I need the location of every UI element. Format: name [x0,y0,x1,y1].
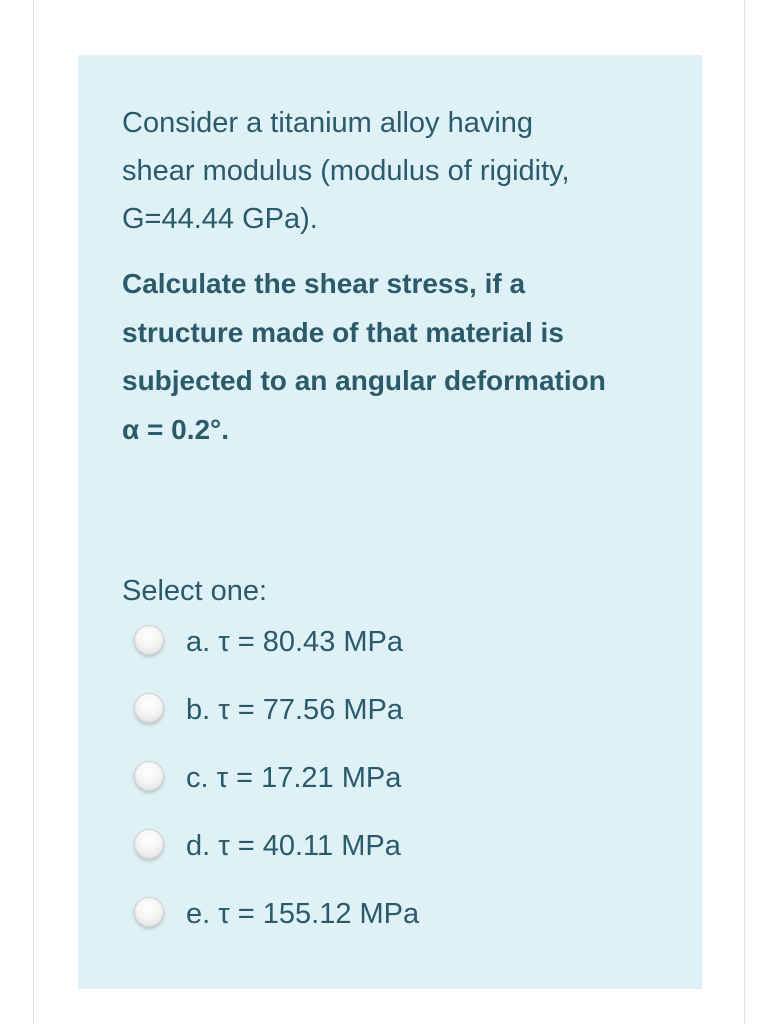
radio-button[interactable] [134,693,164,723]
answer-option-label[interactable]: d. τ = 40.11 MPa [186,830,401,862]
task-line: subjected to an angular deformation [122,365,606,396]
question-intro [122,99,682,243]
intro-line: Consider a titanium alloy having [122,107,534,139]
answer-option-label[interactable]: a. τ = 80.43 MPa [186,626,404,658]
answer-option-c[interactable] [134,761,674,829]
task-line: Calculate the shear stress, if a [122,268,526,299]
radio-button[interactable] [134,761,164,791]
task-line: α = 0.2°. [122,413,230,445]
answer-option-e[interactable] [134,897,674,965]
question-task [122,260,682,454]
answer-option-a[interactable] [134,625,674,693]
select-one-label: Select one: [122,575,268,607]
intro-line: shear modulus (modulus of rigidity, [122,155,570,187]
intro-line: G=44.44 GPa). [122,203,318,235]
answer-option-d[interactable] [134,829,674,897]
answer-option-b[interactable] [134,693,674,761]
answer-option-label[interactable]: b. τ = 77.56 MPa [186,694,404,726]
answer-options [134,625,674,965]
answer-option-label[interactable]: e. τ = 155.12 MPa [186,898,420,930]
task-line: structure made of that material is [122,316,564,348]
radio-button[interactable] [134,897,164,927]
answer-option-label[interactable]: c. τ = 17.21 MPa [186,762,402,794]
radio-button[interactable] [134,625,164,655]
question-box [78,55,702,989]
radio-button[interactable] [134,829,164,859]
